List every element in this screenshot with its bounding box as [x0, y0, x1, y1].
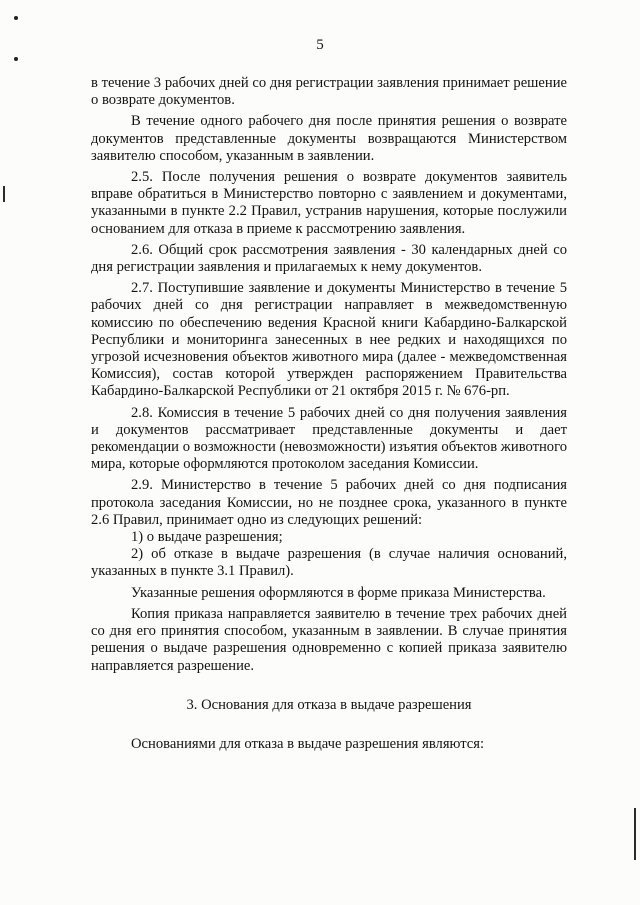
paragraph: 2.7. Поступившие заявление и документы Министерство в течение 5 рабочих дней со дня регистрации направляет в межведомственную комиссию по обеспечению ведения Красной книги Кабардино-Балкарской Республики и мониторинга занесенных в нее редких и находящихся по угрозой исчезновения объектов животного мира (далее - межведомственная Комиссия), состав которой утвержден распоряжением Правительства Кабардино-Балкарской Республики от 21 октября 2015 г. № 676-рп.: [91, 280, 567, 400]
list-item: 1) о выдаче разрешения;: [131, 529, 283, 546]
paragraph: 2.9. Министерство в течение 5 рабочих дней со дня подписания протокола заседания Комиссии, но не позднее срока, указанного в пункте 2.6 Правил, принимает одно из следующих решений:: [91, 477, 567, 528]
paragraph: 2.5. После получения решения о возврате документов заявитель вправе обратиться в Министерство повторно с заявлением и документами, указанными в пункте 2.2 Правил, устранив нарушения, которые послужили основанием для отказа в приеме к рассмотрению заявления.: [91, 169, 567, 237]
paragraph: в течение 3 рабочих дней со дня регистрации заявления принимает решение о возврате документов.: [91, 75, 567, 109]
list-item: 2) об отказе в выдаче разрешения (в случае наличия оснований, указанных в пункте 3.1 Правил).: [91, 546, 567, 580]
document-body: [91, 75, 567, 753]
paragraph: 2.6. Общий срок рассмотрения заявления - 30 календарных дней со дня регистрации заявления и прилагаемых к нему документов.: [91, 241, 567, 276]
scan-artifact: [14, 16, 18, 20]
section-heading: 3. Основания для отказа в выдаче разрешения: [186, 696, 472, 713]
scan-artifact: [634, 808, 636, 860]
scan-artifact: [14, 57, 18, 61]
page-number: 5: [316, 37, 324, 53]
paragraph: В течение одного рабочего дня после принятия решения о возврате документов представленные документы возвращаются Министерством заявителю способом, указанным в заявлении.: [91, 113, 567, 164]
paragraph: Указанные решения оформляются в форме приказа Министерства.: [131, 584, 546, 601]
paragraph: 2.8. Комиссия в течение 5 рабочих дней со дня получения заявления и документов рассматривает представленные документы и дает рекомендации о возможности (невозможности) изъятия объектов животного мира, которые оформляются протоколом заседания Комиссии.: [91, 404, 567, 473]
section-intro: Основаниями для отказа в выдаче разрешения являются:: [131, 735, 485, 752]
paragraph: Копия приказа направляется заявителю в течение трех рабочих дней со дня его принятия способом, указанным в заявлении. В случае принятия решения о выдаче разрешения одновременно с копией приказа заявителю направляется разрешение.: [91, 605, 567, 674]
scan-artifact: [3, 186, 5, 202]
